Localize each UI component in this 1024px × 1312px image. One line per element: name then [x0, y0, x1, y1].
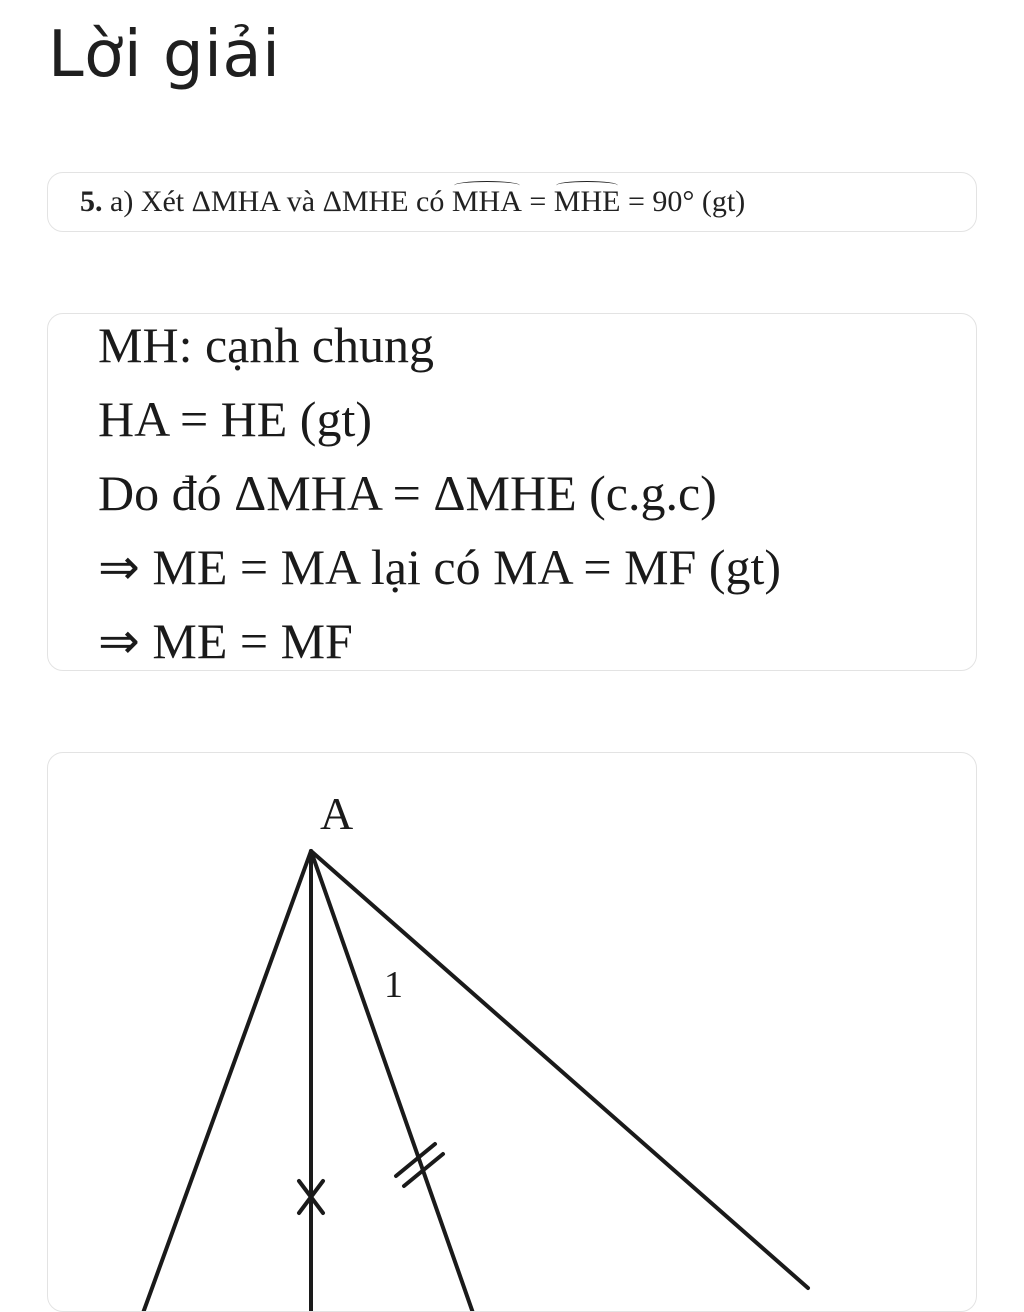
page-title: Lời giải — [48, 18, 281, 92]
proof-line: MH: cạnh chung — [98, 317, 435, 373]
problem-part: a) — [110, 185, 134, 218]
statement-card — [47, 172, 977, 232]
angle-mha: MHA — [451, 185, 522, 218]
proof-line: ⇒ ME = MF — [98, 613, 353, 669]
proof-line: HA = HE (gt) — [98, 391, 372, 447]
figure-card — [47, 752, 977, 1312]
proof-block — [98, 313, 781, 671]
angle-mhe: MHE — [553, 185, 621, 218]
proof-line: Do đó ΔMHA = ΔMHE (c.g.c) — [98, 465, 717, 521]
proof-line: ⇒ ME = MA lại có MA = MF (gt) — [98, 539, 782, 595]
problem-number: 5. — [80, 185, 103, 218]
side-left — [143, 851, 311, 1312]
vertex-label-a: A — [320, 788, 354, 839]
statement-text: Xét ΔMHA và ΔMHE có — [140, 185, 445, 218]
triangle-figure — [48, 753, 977, 1312]
double-tick-mark — [404, 1154, 443, 1186]
angle-equals: = — [529, 185, 547, 218]
statement-line — [80, 185, 745, 219]
proof-card — [47, 313, 977, 671]
angle-value: = 90° (gt) — [627, 185, 746, 218]
angle-label-1: 1 — [384, 964, 403, 1006]
